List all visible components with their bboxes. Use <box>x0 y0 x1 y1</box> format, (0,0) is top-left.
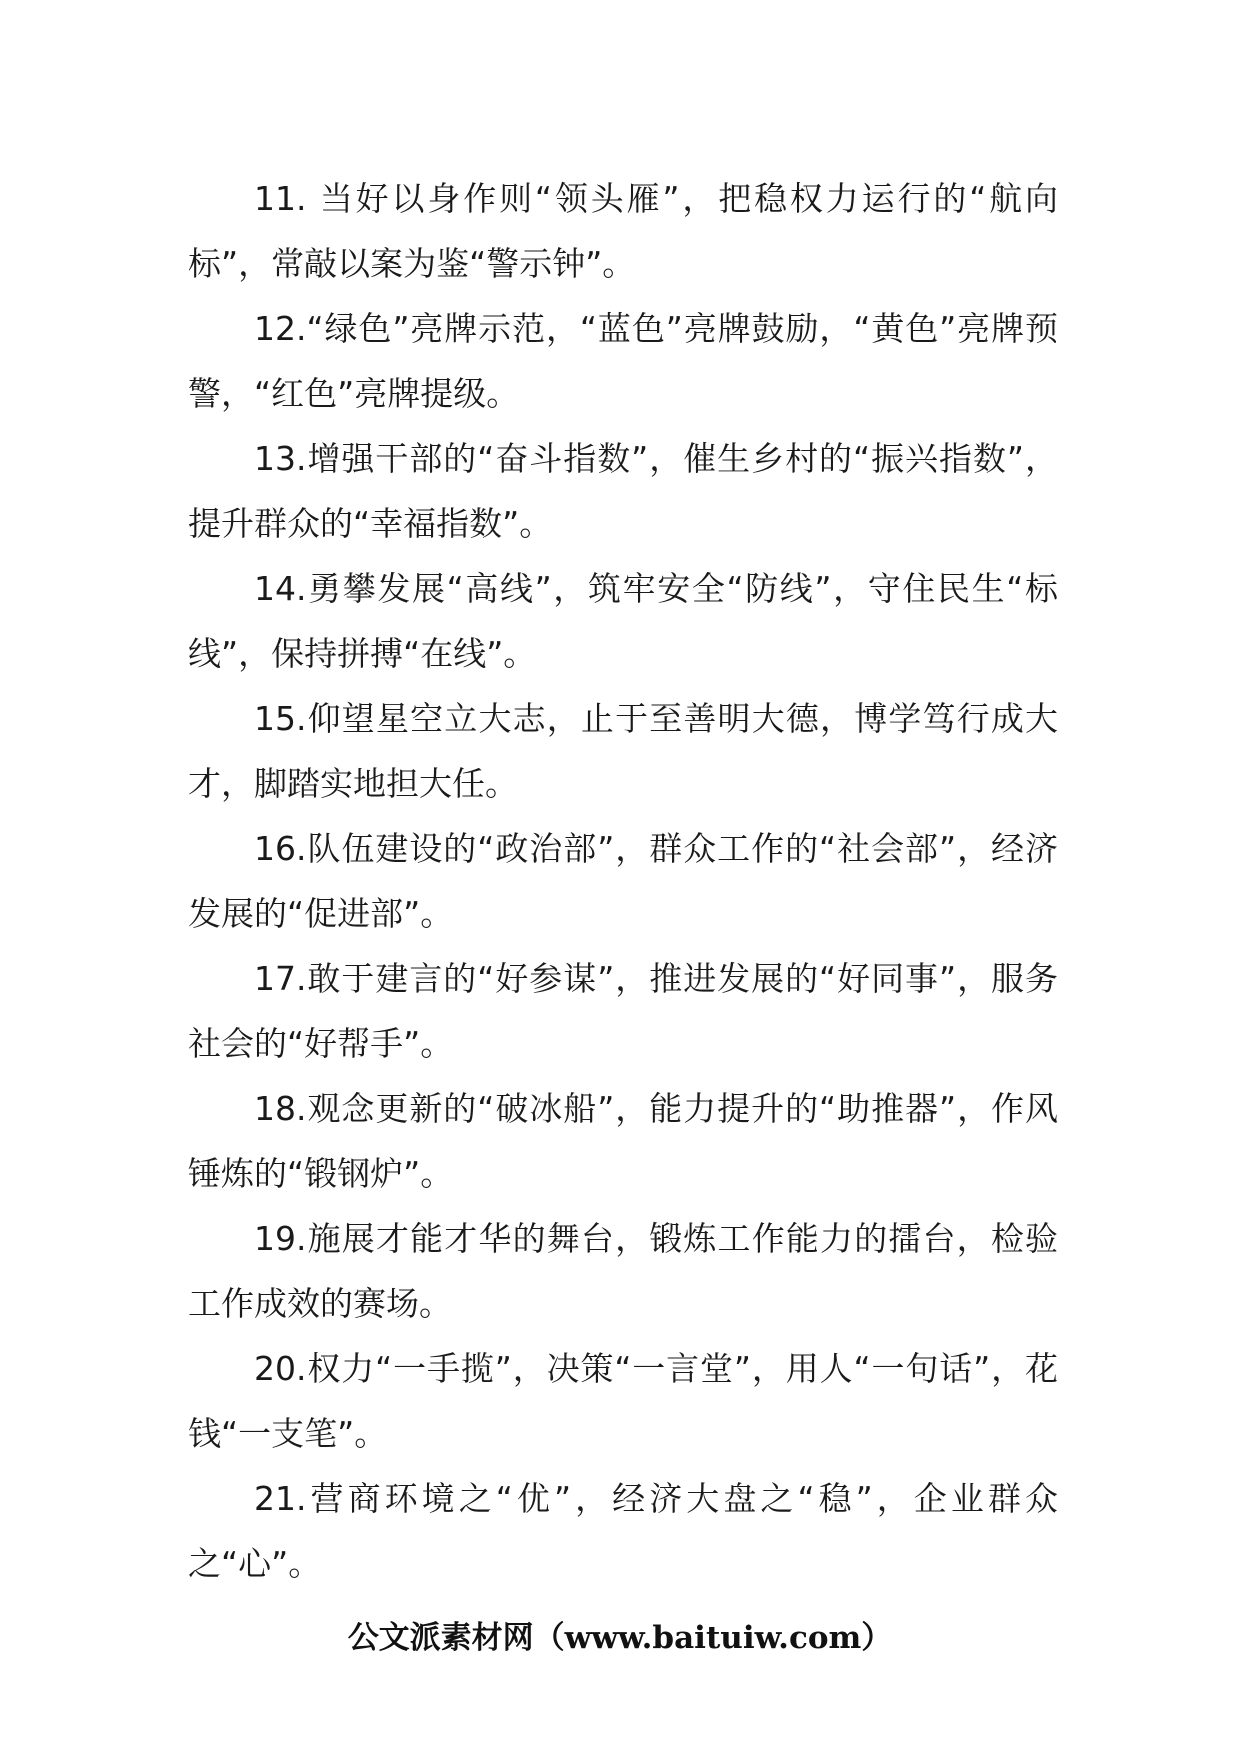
paragraph-15: 15.仰望星空立大志，止于至善明大德，博学笃行成大才，脚踏实地担大任。 <box>188 699 1058 803</box>
footer-source: 公文派素材网（www.baituiw.com） <box>347 1620 893 1656</box>
paragraph-17: 17.敢于建言的“好参谋”，推进发展的“好同事”，服务社会的“好帮手”。 <box>188 959 1058 1063</box>
paragraph-12: 12.“绿色”亮牌示范，“蓝色”亮牌鼓励，“黄色”亮牌预警，“红色”亮牌提级。 <box>188 309 1058 413</box>
paragraph-11: 11. 当好以身作则“领头雁”，把稳权力运行的“航向标”，常敲以案为鉴“警示钟”。 <box>188 179 1058 283</box>
paragraph-20: 20.权力“一手揽”，决策“一言堂”，用人“一句话”，花钱“一支笔”。 <box>188 1349 1058 1453</box>
body-text <box>188 166 1058 1596</box>
paragraph-19: 19.施展才能才华的舞台，锻炼工作能力的擂台，检验工作成效的赛场。 <box>188 1219 1058 1323</box>
paragraph-18: 18.观念更新的“破冰船”，能力提升的“助推器”，作风锤炼的“锻钢炉”。 <box>188 1089 1058 1193</box>
paragraph-21: 21.营商环境之“优”，经济大盘之“稳”，企业群众之“心”。 <box>188 1479 1058 1583</box>
paragraph-14: 14.勇攀发展“高线”，筑牢安全“防线”，守住民生“标线”，保持拼搏“在线”。 <box>188 569 1058 673</box>
paragraph-16: 16.队伍建设的“政治部”，群众工作的“社会部”，经济发展的“促进部”。 <box>188 829 1058 933</box>
paragraph-13: 13.增强干部的“奋斗指数”，催生乡村的“振兴指数”，提升群众的“幸福指数”。 <box>188 439 1058 543</box>
